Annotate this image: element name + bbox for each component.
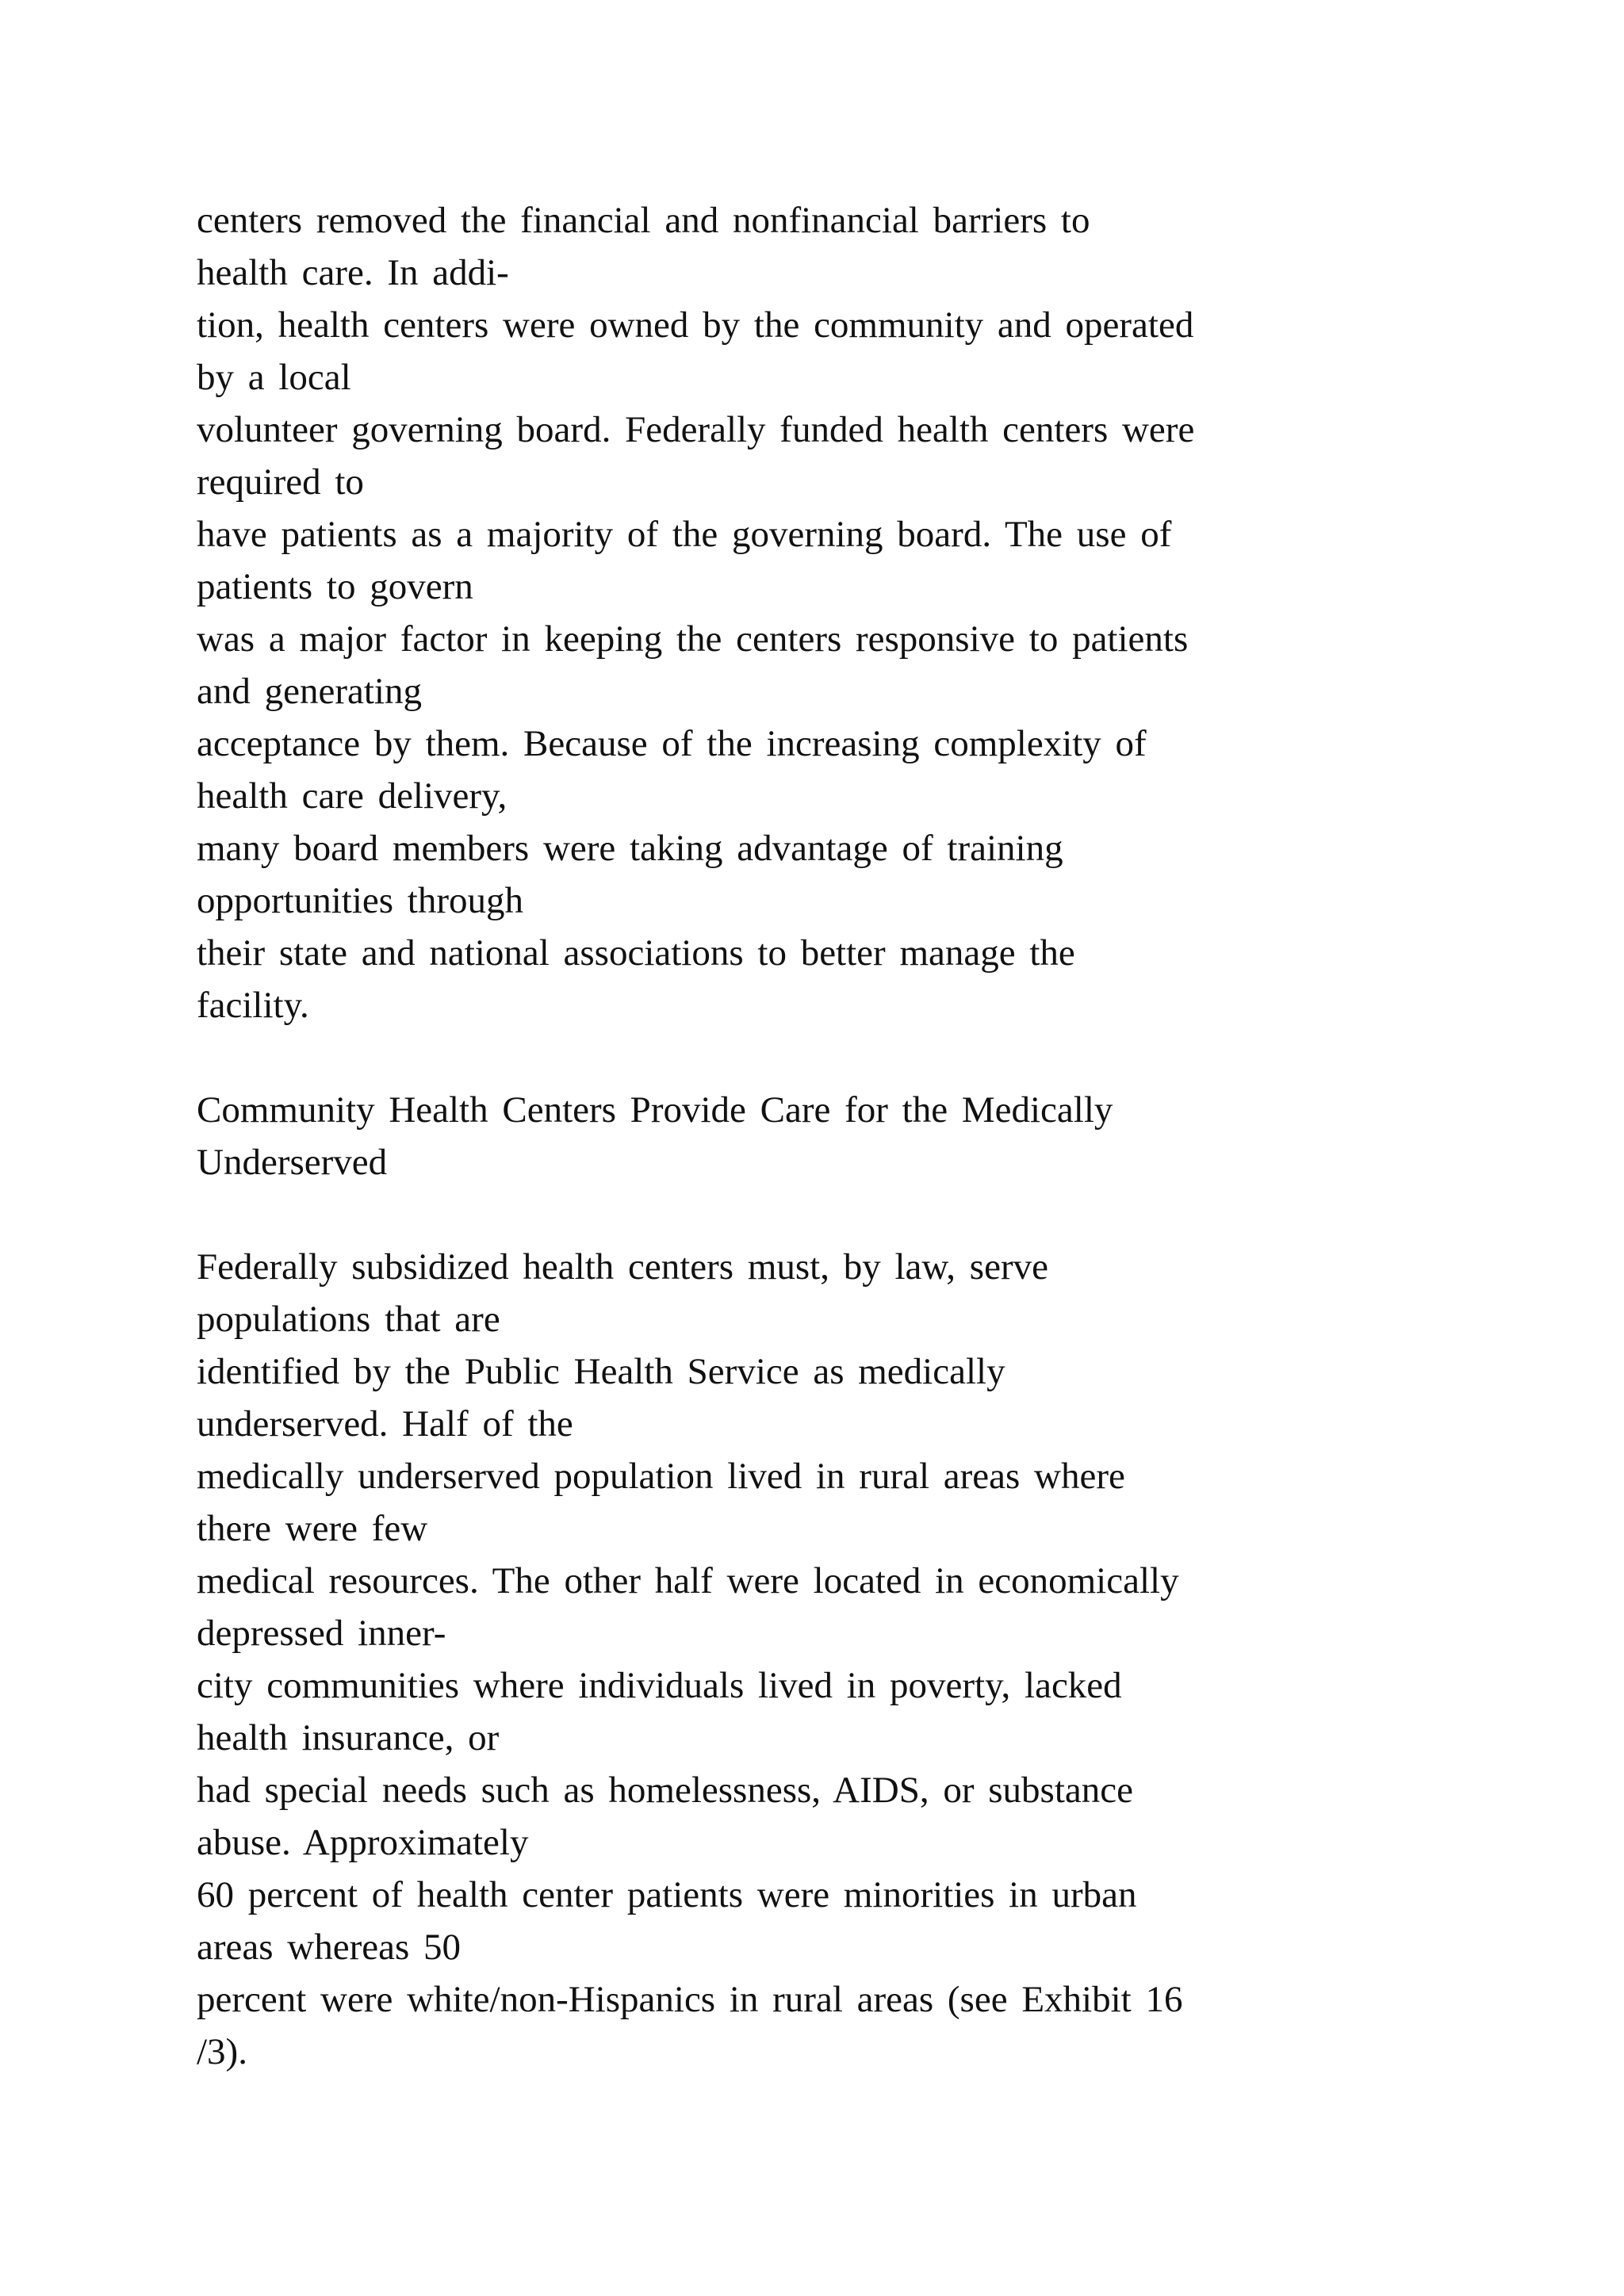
text-line: there were few [197, 1508, 428, 1549]
text-line: health care. In addi- [197, 252, 509, 293]
text-line: required to [197, 461, 364, 503]
text-line: facility. [197, 985, 309, 1026]
text-line: health care delivery, [197, 775, 508, 817]
text-line: areas whereas 50 [197, 1927, 461, 1968]
text-line: their state and national associations to better manage the [197, 932, 1075, 974]
text-line: have patients as a majority of the governing board. The use of [197, 514, 1172, 555]
text-line: tion, health centers were owned by the community and operated [197, 304, 1194, 346]
text-line: acceptance by them. Because of the increasing complexity of [197, 723, 1147, 764]
text-line: volunteer governing board. Federally funded health centers were [197, 409, 1195, 450]
text-line: medical resources. The other half were located in economically [197, 1560, 1179, 1601]
text-line: and generating [197, 671, 422, 712]
text-line: city communities where individuals lived in poverty, lacked [197, 1665, 1122, 1706]
heading-line: Underserved [197, 1142, 388, 1183]
text-line: /3). [197, 2031, 247, 2072]
text-line: medically underserved population lived in rural areas where [197, 1456, 1125, 1497]
text-line: was a major factor in keeping the centers responsive to patients [197, 618, 1189, 660]
text-line: populations that are [197, 1299, 500, 1340]
text-line: many board members were taking advantage of training [197, 828, 1063, 869]
heading-line: Community Health Centers Provide Care for the Medically [197, 1089, 1113, 1131]
text-line: identified by the Public Health Service as medically [197, 1351, 1005, 1392]
text-line: had special needs such as homelessness, AIDS, or substance [197, 1770, 1133, 1811]
text-line: abuse. Approximately [197, 1822, 529, 1863]
text-line: patients to govern [197, 566, 473, 607]
text-line: 60 percent of health center patients were minorities in urban [197, 1874, 1137, 1915]
text-line: depressed inner- [197, 1613, 446, 1654]
text-line: opportunities through [197, 880, 523, 921]
text-line: percent were white/non-Hispanics in rural areas (see Exhibit 16 [197, 1979, 1183, 2020]
text-line: underserved. Half of the [197, 1403, 573, 1445]
text-line: by a local [197, 357, 351, 398]
text-line: Federally subsidized health centers must, by law, serve [197, 1246, 1048, 1288]
text-line: centers removed the financial and nonfinancial barriers to [197, 200, 1090, 241]
text-line: health insurance, or [197, 1717, 500, 1758]
